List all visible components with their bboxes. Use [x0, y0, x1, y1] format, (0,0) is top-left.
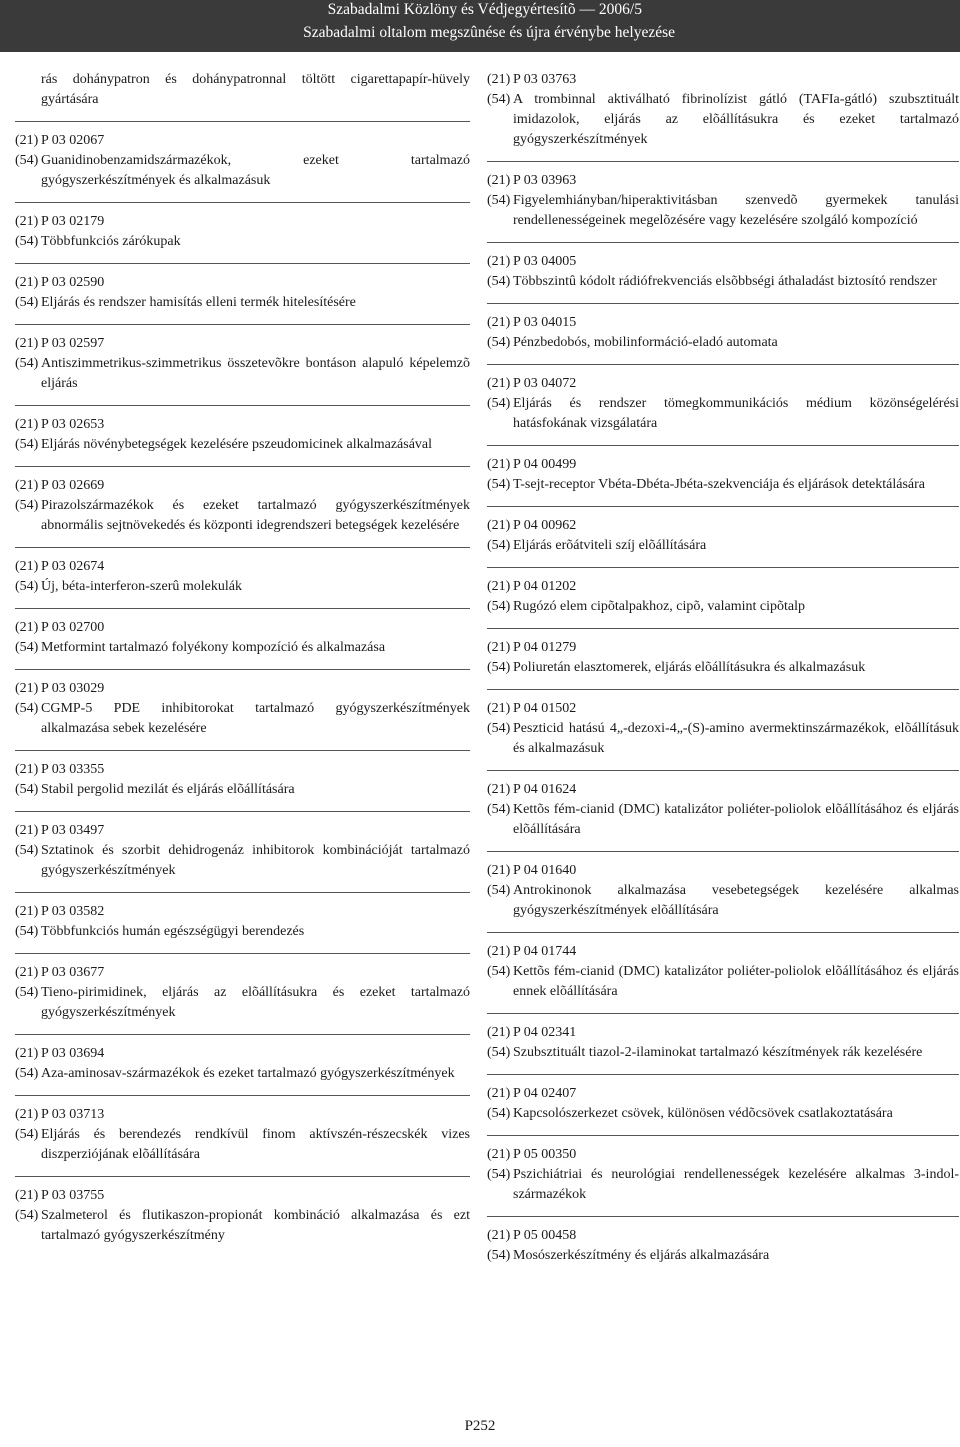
- application-number: P 03 02674: [41, 559, 105, 574]
- patent-entry: [487, 861, 959, 933]
- patent-entry: [487, 1084, 959, 1136]
- patent-title: Poliuretán elasztomerek, eljárás elõállításukra és alkalmazásuk: [513, 660, 866, 675]
- application-number: P 03 02067: [41, 133, 105, 148]
- code-54-label: (54): [15, 234, 39, 249]
- title-row: [15, 1125, 470, 1165]
- title-row: [487, 658, 959, 678]
- code-21-label: (21): [15, 1107, 39, 1122]
- code-21-label: (21): [487, 254, 511, 269]
- code-54-label: (54): [15, 640, 39, 655]
- application-number: P 03 03763: [513, 72, 577, 87]
- code-54-label: (54): [15, 701, 39, 716]
- application-number-row: [487, 171, 959, 191]
- title-row: [487, 475, 959, 495]
- application-number-row: [487, 374, 959, 394]
- code-21-label: (21): [487, 457, 511, 472]
- code-21-label: (21): [15, 904, 39, 919]
- title-row: [487, 962, 959, 1002]
- patent-title: Metformint tartalmazó folyékony kompozíció és alkalmazása: [41, 640, 386, 655]
- patent-title: Pszichiátriai és neurológiai rendellenességek kezelésére alkalmas 3-indol-származékok: [513, 1167, 959, 1202]
- patent-entry: [15, 334, 470, 406]
- patent-entry: [15, 821, 470, 893]
- right-column: [487, 70, 959, 1286]
- application-number-row: [487, 313, 959, 333]
- code-54-label: (54): [15, 437, 39, 452]
- application-number-row: [487, 1023, 959, 1043]
- title-row: [15, 638, 470, 658]
- title-row: [487, 90, 959, 150]
- patent-title: Antrokinonok alkalmazása vesebetegségek kezelésére alkalmas gyógyszerkészítmények elõállítására: [513, 883, 959, 918]
- code-54-label: (54): [15, 1208, 39, 1223]
- title-row: [487, 719, 959, 759]
- patent-title: Rugózó elem cipõtalpakhoz, cipõ, valamint cipõtalp: [513, 599, 805, 614]
- patent-title: Eljárás erõátviteli szíj elõállítására: [513, 538, 707, 553]
- application-number: P 05 00350: [513, 1147, 577, 1162]
- application-number-row: [487, 699, 959, 719]
- application-number: P 03 03755: [41, 1188, 105, 1203]
- application-number: P 03 02179: [41, 214, 105, 229]
- code-21-label: (21): [487, 376, 511, 391]
- title-row: [15, 983, 470, 1023]
- patent-title: Új, béta-interferon-szerû molekulák: [41, 579, 242, 594]
- application-number: P 03 04072: [513, 376, 577, 391]
- patent-title: Figyelemhiányban/hiperaktivitásban szenvedõ gyermekek tanulási rendellenességeinek megelõzésére vagy kezelésére szolgáló kompozíció: [513, 193, 959, 228]
- code-21-label: (21): [15, 214, 39, 229]
- code-21-label: (21): [487, 1147, 511, 1162]
- patent-title: Pénzbedobós, mobilinformáció-eladó automata: [513, 335, 778, 350]
- patent-title: Többfunkciós humán egészségügyi berendezés: [41, 924, 305, 939]
- application-number: P 03 03497: [41, 823, 105, 838]
- code-54-label: (54): [487, 1167, 511, 1182]
- code-54-label: (54): [487, 802, 511, 817]
- code-54-label: (54): [487, 193, 511, 208]
- title-row: [15, 699, 470, 739]
- title-row: [487, 1043, 959, 1063]
- application-number: P 05 00458: [513, 1228, 577, 1243]
- patent-entry: [487, 1226, 959, 1277]
- title-row: [15, 1206, 470, 1246]
- patent-title: Peszticid hatású 4„-dezoxi-4„-(S)-amino avermektinszármazékok, elõállításuk és alkalmazásuk: [513, 721, 959, 756]
- code-54-label: (54): [487, 92, 511, 107]
- patent-title: Kettõs fém-cianid (DMC) katalizátor poliéter-poliolok elõállításához és eljárás elõállítására: [513, 802, 959, 837]
- title-row: [15, 780, 470, 800]
- code-21-label: (21): [15, 478, 39, 493]
- patent-entry: [15, 1105, 470, 1177]
- patent-title: T-sejt-receptor Vbéta-Dbéta-Jbéta-szekvenciája és eljárások detektálására: [513, 477, 926, 492]
- application-number-row: [487, 1084, 959, 1104]
- application-number-row: [15, 902, 470, 922]
- application-number-row: [15, 131, 470, 151]
- code-21-label: (21): [15, 1046, 39, 1061]
- patent-entry: [15, 902, 470, 954]
- patent-entry: [487, 374, 959, 446]
- patent-entry: [15, 273, 470, 325]
- code-21-label: (21): [15, 620, 39, 635]
- application-number: P 04 02341: [513, 1025, 577, 1040]
- code-54-label: (54): [487, 274, 511, 289]
- title-row: [487, 1246, 959, 1266]
- application-number: P 04 00499: [513, 457, 577, 472]
- application-number: P 03 02653: [41, 417, 105, 432]
- application-number: P 04 02407: [513, 1086, 577, 1101]
- code-21-label: (21): [15, 823, 39, 838]
- patent-entry: [15, 963, 470, 1035]
- patent-entry: [487, 455, 959, 507]
- application-number-row: [487, 516, 959, 536]
- code-54-label: (54): [487, 599, 511, 614]
- code-21-label: (21): [487, 701, 511, 716]
- application-number: P 04 01744: [513, 944, 577, 959]
- application-number: P 03 02590: [41, 275, 105, 290]
- title-row: [15, 435, 470, 455]
- application-number: P 04 01502: [513, 701, 577, 716]
- code-21-label: (21): [15, 275, 39, 290]
- patent-entry: [487, 577, 959, 629]
- code-54-label: (54): [487, 1045, 511, 1060]
- patent-entry: [15, 212, 470, 264]
- code-54-label: (54): [15, 985, 39, 1000]
- code-54-label: (54): [487, 477, 511, 492]
- right-entry-list: [487, 70, 959, 1277]
- patent-entry: [15, 131, 470, 203]
- code-54-label: (54): [15, 843, 39, 858]
- code-54-label: (54): [487, 1248, 511, 1263]
- patent-title: Antiszimmetrikus-szimmetrikus összetevõkre bontáson alapuló képelemzõ eljárás: [41, 356, 470, 391]
- code-21-label: (21): [487, 944, 511, 959]
- title-row: [15, 1064, 470, 1084]
- application-number-row: [15, 476, 470, 496]
- left-intro-entry: [15, 70, 470, 122]
- application-number: P 03 03582: [41, 904, 105, 919]
- application-number-row: [15, 212, 470, 232]
- code-21-label: (21): [487, 1228, 511, 1243]
- patent-title: A trombinnal aktiválható fibrinolízist gátló (TAFIa-gátló) szubsztituált imidazolok, eljárás az elõállításukra és ezeket tartalmazó gyógyszerkészítmények: [513, 92, 959, 147]
- title-row: [15, 232, 470, 252]
- application-number-row: [15, 415, 470, 435]
- patent-entry: [15, 1044, 470, 1096]
- code-21-label: (21): [15, 762, 39, 777]
- code-54-label: (54): [15, 579, 39, 594]
- code-54-label: (54): [15, 295, 39, 310]
- patent-entry: [487, 171, 959, 243]
- application-number-row: [15, 963, 470, 983]
- application-number-row: [487, 70, 959, 90]
- section-title: Szabadalmi oltalom megszûnése és újra érvénybe helyezése: [303, 24, 675, 41]
- code-21-label: (21): [487, 640, 511, 655]
- title-row: [487, 272, 959, 292]
- patent-title: Pirazolszármazékok és ezeket tartalmazó gyógyszerkészítmények abnormális sejtnövekedés és központi idegrendszeri betegségek kezelésére: [41, 498, 470, 533]
- patent-title: Aza-aminosav-származékok és ezeket tartalmazó gyógyszerkészítmények: [41, 1066, 455, 1081]
- application-number: P 04 01202: [513, 579, 577, 594]
- code-54-label: (54): [487, 883, 511, 898]
- application-number-row: [487, 252, 959, 272]
- title-row: [15, 841, 470, 881]
- code-21-label: (21): [15, 559, 39, 574]
- title-row: [15, 922, 470, 942]
- title-row: [487, 394, 959, 434]
- title-row: [15, 151, 470, 191]
- patent-entry: [487, 699, 959, 771]
- application-number: P 03 03029: [41, 681, 105, 696]
- application-number-row: [487, 1226, 959, 1246]
- application-number-row: [15, 760, 470, 780]
- code-54-label: (54): [15, 782, 39, 797]
- code-21-label: (21): [15, 1188, 39, 1203]
- application-number: P 03 03713: [41, 1107, 105, 1122]
- patent-title: Eljárás és berendezés rendkívül finom aktívszén-részecskék vizes diszperziójának elõállítására: [41, 1127, 470, 1162]
- patent-entry: [487, 1023, 959, 1075]
- code-21-label: (21): [15, 965, 39, 980]
- patent-entry: [15, 679, 470, 751]
- application-number: P 04 01279: [513, 640, 577, 655]
- code-54-label: (54): [487, 721, 511, 736]
- application-number: P 04 01624: [513, 782, 577, 797]
- left-column: [15, 70, 470, 1266]
- patent-entry: [487, 638, 959, 690]
- application-number-row: [487, 577, 959, 597]
- left-entry-list: [15, 131, 470, 1257]
- application-number: P 03 02597: [41, 336, 105, 351]
- code-21-label: (21): [487, 173, 511, 188]
- code-21-label: (21): [487, 315, 511, 330]
- code-21-label: (21): [487, 579, 511, 594]
- title-row: [15, 354, 470, 394]
- code-21-label: (21): [487, 1025, 511, 1040]
- application-number-row: [15, 1186, 470, 1206]
- patent-title: Kettõs fém-cianid (DMC) katalizátor poliéter-poliolok elõállításához és eljárás ennek elõállítására: [513, 964, 959, 999]
- title-row: [487, 191, 959, 231]
- patent-title: Szubsztituált tiazol-2-ilaminokat tartalmazó készítmények rák kezelésére: [513, 1045, 923, 1060]
- code-54-label: (54): [15, 1127, 39, 1142]
- application-number-row: [15, 618, 470, 638]
- title-row: [487, 1104, 959, 1124]
- application-number-row: [15, 273, 470, 293]
- patent-entry: [15, 476, 470, 548]
- title-row: [15, 496, 470, 536]
- title-row: [15, 293, 470, 313]
- application-number: P 03 03694: [41, 1046, 105, 1061]
- code-21-label: (21): [487, 72, 511, 87]
- page-header: [0, 0, 960, 52]
- code-21-label: (21): [15, 417, 39, 432]
- application-number-row: [487, 942, 959, 962]
- application-number-row: [487, 1145, 959, 1165]
- patent-title: Kapcsolószerkezet csövek, különösen védõcsövek csatlakoztatására: [513, 1106, 893, 1121]
- patent-entry: [15, 1186, 470, 1257]
- code-21-label: (21): [487, 782, 511, 797]
- patent-title: Szalmeterol és flutikaszon-propionát kombináció alkalmazása és ezt tartalmazó gyógyszerkészítmény: [41, 1208, 470, 1243]
- patent-title: Eljárás növénybetegségek kezelésére pszeudomicinek alkalmazásával: [41, 437, 433, 452]
- application-number: P 03 03963: [513, 173, 577, 188]
- code-54-label: (54): [15, 924, 39, 939]
- patent-title: Többszintû kódolt rádiófrekvenciás elsõbbségi áthaladást biztosító rendszer: [513, 274, 937, 289]
- code-21-label: (21): [487, 1086, 511, 1101]
- application-number: P 03 04015: [513, 315, 577, 330]
- patent-entry: [15, 618, 470, 670]
- title-row: [487, 881, 959, 921]
- patent-title: Eljárás és rendszer tömegkommunikációs médium közönségelérési hatásfokának vizsgálatára: [513, 396, 959, 431]
- application-number: P 03 02700: [41, 620, 105, 635]
- title-row: [487, 800, 959, 840]
- code-54-label: (54): [15, 356, 39, 371]
- patent-entry: [15, 415, 470, 467]
- application-number-row: [487, 638, 959, 658]
- code-54-label: (54): [487, 1106, 511, 1121]
- application-number-row: [487, 780, 959, 800]
- journal-title: Szabadalmi Közlöny és Védjegyértesítõ — 2006/5: [327, 1, 642, 18]
- patent-title: Sztatinok és szorbit dehidrogenáz inhibitorok kombinációját tartalmazó gyógyszerkészítmények: [41, 843, 470, 878]
- code-54-label: (54): [15, 153, 39, 168]
- title-row: [487, 333, 959, 353]
- patent-entry: [487, 70, 959, 162]
- code-54-label: (54): [15, 498, 39, 513]
- code-21-label: (21): [487, 518, 511, 533]
- application-number-row: [15, 557, 470, 577]
- code-21-label: (21): [15, 681, 39, 696]
- application-number: P 03 04005: [513, 254, 577, 269]
- patent-entry: [15, 557, 470, 609]
- application-number-row: [487, 861, 959, 881]
- title-row: [487, 536, 959, 556]
- patent-title: Guanidinobenzamidszármazékok, ezeket tartalmazó gyógyszerkészítmények és alkalmazásuk: [41, 153, 470, 188]
- code-54-label: (54): [487, 396, 511, 411]
- patent-entry: [487, 1145, 959, 1217]
- code-54-label: (54): [487, 538, 511, 553]
- code-21-label: (21): [487, 863, 511, 878]
- patent-title: Tieno-pirimidinek, eljárás az elõállításukra és ezeket tartalmazó gyógyszerkészítmények: [41, 985, 470, 1020]
- application-number: P 04 00962: [513, 518, 577, 533]
- patent-entry: [487, 942, 959, 1014]
- patent-entry: [15, 760, 470, 812]
- patent-title: CGMP-5 PDE inhibitorokat tartalmazó gyógyszerkészítmények alkalmazása sebek kezelésére: [41, 701, 470, 736]
- code-54-label: (54): [15, 1066, 39, 1081]
- application-number: P 03 03355: [41, 762, 105, 777]
- patent-title: Stabil pergolid mezilát és eljárás elõállítására: [41, 782, 295, 797]
- patent-entry: [487, 252, 959, 304]
- patent-entry: [487, 313, 959, 365]
- title-row: [487, 1165, 959, 1205]
- patent-entry: [487, 516, 959, 568]
- title-row: [15, 577, 470, 597]
- entry-continuation: rás dohánypatron és dohánypatronnal töltött cigarettapapír-hüvely gyártására: [41, 72, 470, 107]
- application-number: P 03 02669: [41, 478, 105, 493]
- code-54-label: (54): [487, 660, 511, 675]
- application-number: P 04 01640: [513, 863, 577, 878]
- patent-entry: [487, 780, 959, 852]
- code-21-label: (21): [15, 133, 39, 148]
- application-number-row: [15, 1044, 470, 1064]
- title-row: [487, 597, 959, 617]
- application-number: P 03 03677: [41, 965, 105, 980]
- application-number-row: [487, 455, 959, 475]
- application-number-row: [15, 1105, 470, 1125]
- page-number: P252: [464, 1418, 496, 1434]
- application-number-row: [15, 679, 470, 699]
- code-21-label: (21): [15, 336, 39, 351]
- patent-title: Többfunkciós zárókupak: [41, 234, 181, 249]
- application-number-row: [15, 334, 470, 354]
- patent-title: Mosószerkészítmény és eljárás alkalmazására: [513, 1248, 770, 1263]
- patent-title: Eljárás és rendszer hamisítás elleni termék hitelesítésére: [41, 295, 356, 310]
- code-54-label: (54): [487, 964, 511, 979]
- application-number-row: [15, 821, 470, 841]
- code-54-label: (54): [487, 335, 511, 350]
